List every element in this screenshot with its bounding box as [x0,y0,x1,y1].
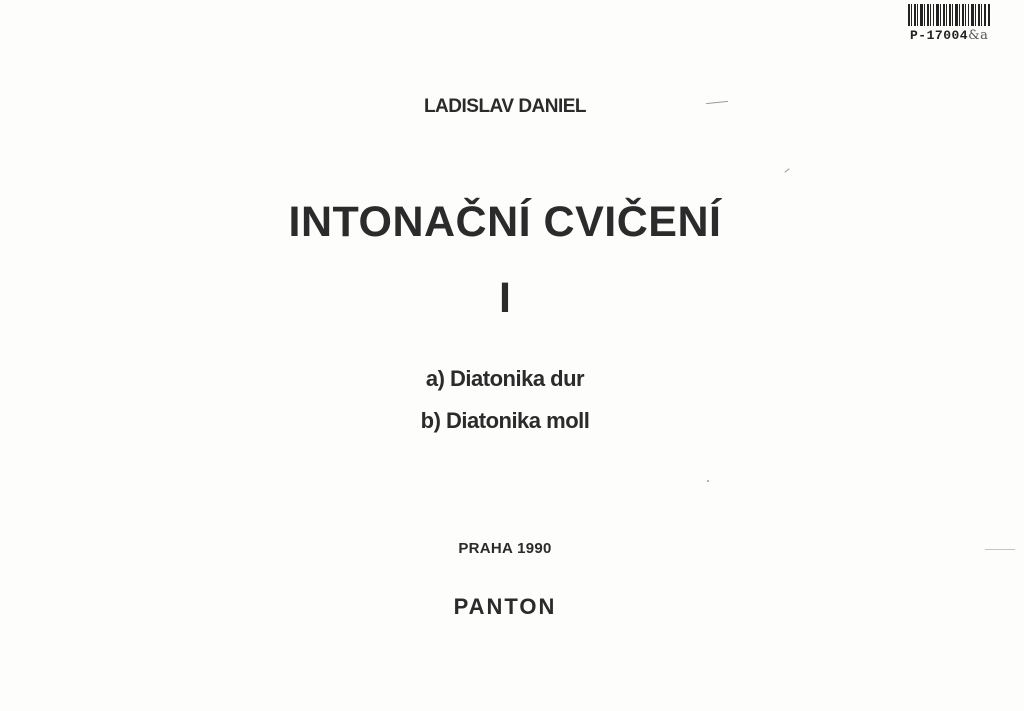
library-code [910,28,988,43]
book-title: INTONAČNÍ CVIČENÍ [288,198,722,246]
contents-item: a) Diatonika dur [425,366,585,391]
library-barcode-label [908,4,1012,44]
volume-number: I [499,274,511,322]
library-code-handwritten: &a [968,28,989,43]
author-name: LADISLAV DANIEL [423,96,587,117]
paper-mark [985,549,1015,550]
publisher-name: PANTON [453,594,557,619]
paper-mark [784,168,789,173]
paper-mark [707,480,709,482]
library-code-number: P-17004 [910,28,969,43]
barcode-icon [908,4,990,26]
place-and-year: PRAHA 1990 [458,540,552,557]
contents-item: b) Diatonika moll [420,408,590,433]
